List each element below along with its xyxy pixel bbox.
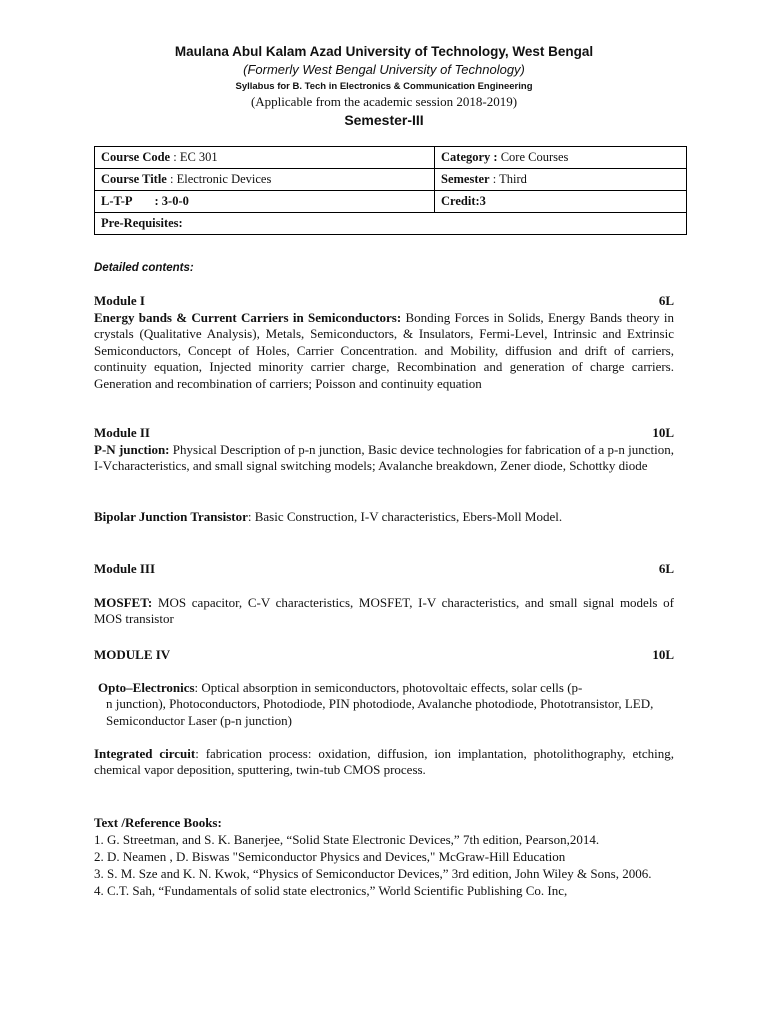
semester-value: : Third [489,172,527,186]
module-2-content [94,442,674,475]
module-1-content [94,310,674,392]
syllabus-line: Syllabus for B. Tech in Electronics & Communication Engineering [235,81,533,92]
reference-item: 1. G. Streetman, and S. K. Banerjee, “Solid State Electronic Devices,” 7th edition, Pearson,2014. [94,832,600,847]
module-topic: P-N junction: [94,442,170,457]
course-title-cell [95,169,435,191]
module-hours: 10L [652,425,674,440]
module-text: Bonding Forces in Solids, Energy Bands theory in crystals (Qualitative Analysis), Metals, Semiconductors, & Insulators, Fermi-Level, Intrinsic and Extrinsic Semiconductors, Concept of Holes, Carrier Concentration. and Mobility, diffusion and drift of carriers, continuity equation, Injected minority carrier charge, Recombination and generation of charge carriers. Generation and recombination of carriers; Poisson and continuity equation [94,310,674,391]
module-4-content-opto [98,680,674,729]
module-name: Module II [94,425,150,440]
semester-cell [435,169,687,191]
course-title-value: : Electronic Devices [166,172,272,186]
course-code-value: : EC 301 [170,150,218,164]
ltp-label: L-T-P [101,194,133,208]
module-topic: Bipolar Junction Transistor [94,509,248,524]
module-text-continued: n junction), Photoconductors, Photodiode, PIN photodiode, Avalanche photodiode, Phototransistor, LED, Semiconductor Laser (p-n junction) [106,696,654,728]
applicable-line: (Applicable from the academic session 2018-2019) [250,94,518,109]
table-row [95,147,687,169]
module-hours: 6L [658,293,674,308]
module-3-content [94,595,674,628]
category-value: Core Courses [497,150,569,164]
reference-books [94,814,674,899]
semester-title: Semester-III [344,112,424,128]
reference-item: 4. C.T. Sah, “Fundamentals of solid state electronics,” World Scientific Publishing Co. Inc, [94,883,568,898]
module-4-content-ic [94,746,674,779]
course-code-label: Course Code [101,150,171,164]
module-1-heading [94,293,674,309]
university-name: Maulana Abul Kalam Azad University of Technology, West Bengal [174,44,594,59]
course-title-label: Course Title [101,172,167,186]
module-topic: Energy bands & Current Carriers in Semiconductors: [94,310,402,325]
table-row [95,191,687,213]
table-row [95,169,687,191]
module-topic: Integrated circuit [94,746,196,761]
reference-item: 3. S. M. Sze and K. N. Kwok, “Physics of Semiconductor Devices,” 3rd edition, John Wiley & Sons, 2006. [94,866,652,881]
reference-item: 2. D. Neamen , D. Biswas "Semiconductor Physics and Devices," McGraw-Hill Education [94,849,566,864]
course-info-table [94,146,687,235]
module-4-heading [94,647,674,663]
module-name: MODULE IV [94,647,171,662]
detailed-contents-heading: Detailed contents: [94,262,194,274]
module-hours: 10L [652,647,674,662]
references-title: Text /Reference Books: [94,815,222,830]
table-row [95,213,687,235]
prerequisites-cell: Pre-Requisites: [95,213,687,235]
module-text: : Basic Construction, I-V characteristics, Ebers-Moll Model. [247,509,563,524]
module-hours: 6L [658,561,674,576]
module-2-heading [94,425,674,441]
category-cell [435,147,687,169]
ltp-cell [95,191,435,213]
ltp-value: : 3-0-0 [154,194,189,208]
formerly-line: (Formerly West Bengal University of Technology) [243,62,525,77]
credit-cell: Credit:3 [435,191,687,213]
module-3-heading [94,561,674,577]
module-name: Module I [94,293,145,308]
module-text: MOS capacitor, C-V characteristics, MOSFET, I-V characteristics, and small signal models of MOS transistor [94,595,674,627]
module-text: : Optical absorption in semiconductors, photovoltaic effects, solar cells (p- [194,680,583,695]
module-text: : fabrication process: oxidation, diffusion, ion implantation, photolithography, etching, chemical vapor deposition, sputtering, twin-tub CMOS process. [94,746,674,778]
module-2-content-bjt [94,509,674,525]
module-text: Physical Description of p-n junction, Basic device technologies for fabrication of a p-n junction, I-Vcharacteristics, and small signal switching models; Avalanche breakdown, Zener diode, Schottky diode [94,442,674,474]
category-label: Category : [441,150,498,164]
module-name: Module III [94,561,156,576]
semester-label: Semester [441,172,490,186]
module-topic: Opto–Electronics [98,680,195,695]
course-code-cell [95,147,435,169]
module-topic: MOSFET: [94,595,153,610]
